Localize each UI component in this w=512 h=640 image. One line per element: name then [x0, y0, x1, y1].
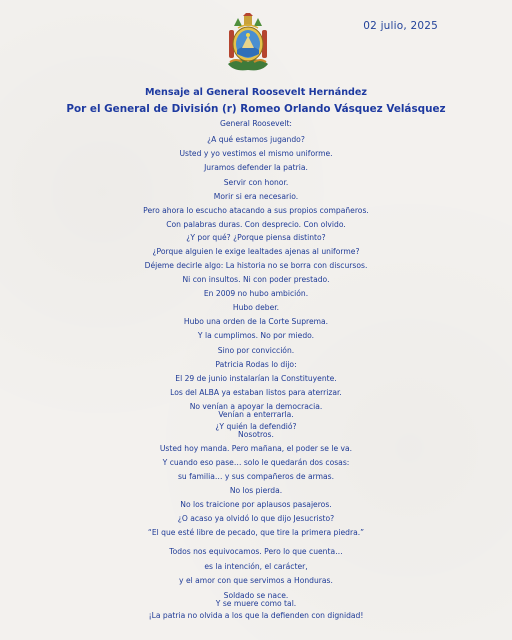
body-line: Y se muere como tal. — [215, 599, 297, 608]
body-line: Pero ahora lo escucho atacando a sus propios compañeros. — [143, 206, 369, 215]
body-line: No los traicione por aplausos pasajeros. — [180, 500, 332, 509]
coat-of-arms-emblem — [224, 12, 272, 74]
body-line: “El que esté libre de pecado, que tire la primera piedra.” — [147, 528, 365, 537]
body-line: En 2009 no hubo ambición. — [203, 289, 309, 298]
body-line: ¿Y quién la defendió? — [215, 422, 297, 431]
body-line: El 29 de junio instalarían la Constituyente. — [175, 374, 337, 383]
body-line: Venían a enterrarla. — [218, 410, 294, 419]
body-line: No los pierda. — [229, 486, 283, 495]
body-line: General Roosevelt: — [219, 119, 292, 128]
message-subtitle: Por el General de División (r) Romeo Orlando Vásquez Velásquez — [66, 103, 446, 115]
body-line: ¿Porque alguien le exige lealtades ajenas al uniforme? — [152, 247, 360, 256]
body-line: Usted hoy manda. Pero mañana, el poder se le va. — [159, 444, 353, 453]
body-line: Soldado se nace. — [223, 591, 289, 600]
body-line: Ni con insultos. Ni con poder prestado. — [182, 275, 330, 284]
body-line: y el amor con que servimos a Honduras. — [179, 576, 333, 585]
document-date: 02 julio, 2025 — [363, 20, 438, 32]
body-line: ¿A qué estamos jugando? — [207, 135, 305, 144]
body-line: Déjeme decirle algo: La historia no se borra con discursos. — [144, 261, 368, 270]
body-line: Morir si era necesario. — [213, 192, 299, 201]
body-line: Todos nos equivocamos. Pero lo que cuenta… — [169, 547, 343, 556]
body-line: su familia… y sus compañeros de armas. — [177, 472, 335, 481]
body-line: es la intención, el carácter, — [204, 562, 308, 571]
body-line: Hubo una orden de la Corte Suprema. — [183, 317, 329, 326]
body-line: Sino por convicción. — [217, 346, 295, 355]
body-line: No venían a apoyar la democracia. — [189, 402, 323, 411]
body-line: ¿Y por qué? ¿Porque piensa distinto? — [186, 233, 326, 242]
body-line: Juramos defender la patria. — [204, 163, 308, 172]
body-line: Y la cumplimos. No por miedo. — [197, 331, 315, 340]
body-line: Nosotros. — [238, 430, 274, 439]
body-line: Servir con honor. — [223, 178, 289, 187]
body-line: Los del ALBA ya estaban listos para aterrizar. — [170, 388, 342, 397]
body-line: Y cuando eso pase… solo le quedarán dos cosas: — [162, 458, 350, 467]
body-line: Usted y yo vestimos el mismo uniforme. — [179, 149, 333, 158]
body-line: ¿O acaso ya olvidó lo que dijo Jesucristo? — [177, 514, 335, 523]
body-line: Con palabras duras. Con desprecio. Con olvido. — [166, 220, 346, 229]
message-title: Mensaje al General Roosevelt Hernández — [145, 87, 367, 98]
body-line: Hubo deber. — [232, 303, 280, 312]
body-line: ¡La patria no olvida a los que la defienden con dignidad! — [148, 611, 364, 620]
body-line: Patricia Rodas lo dijo: — [215, 360, 297, 369]
